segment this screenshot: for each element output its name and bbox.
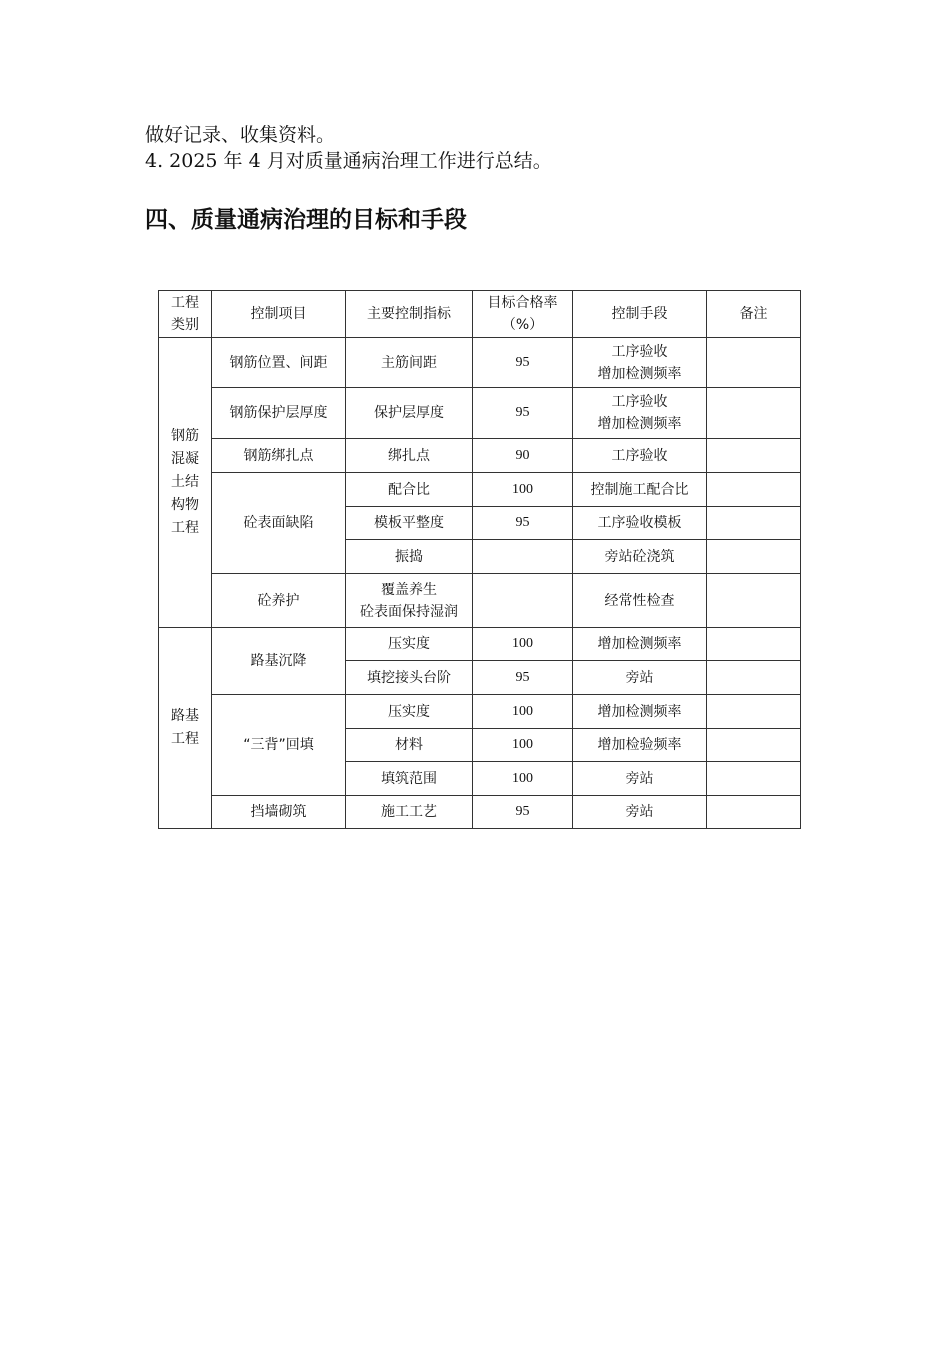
remark-cell <box>707 388 801 439</box>
indicator-cell: 材料 <box>346 729 473 762</box>
rate-cell: 100 <box>473 762 573 796</box>
table-header-row <box>159 291 801 338</box>
header-category-line-1: 工程 <box>171 295 199 311</box>
rate-cell: 100 <box>473 473 573 507</box>
method-cell <box>573 338 707 388</box>
remark-cell <box>707 695 801 729</box>
section-heading: 四、质量通病治理的目标和手段 <box>145 207 467 233</box>
method-line: 工序验收 <box>611 394 668 410</box>
indicator-line: 覆盖养生 <box>381 581 437 598</box>
rate-cell <box>473 540 573 574</box>
method-cell: 经常性检查 <box>573 574 707 628</box>
table-row <box>159 628 801 661</box>
method-cell: 增加检测频率 <box>573 695 707 729</box>
header-indicator: 主要控制指标 <box>346 291 473 338</box>
rate-cell: 95 <box>473 796 573 829</box>
method-cell: 工序验收模板 <box>573 507 707 540</box>
header-rate-line-2: （%） <box>501 317 544 333</box>
category-concrete-structure: 钢筋混凝土结构物工程 <box>159 338 212 628</box>
remark-cell <box>707 661 801 695</box>
table-row <box>159 388 801 439</box>
paragraph-line-1: 做好记录、收集资料。 <box>145 124 336 146</box>
rate-cell: 95 <box>473 338 573 388</box>
rate-cell: 90 <box>473 439 573 473</box>
paragraph-line-2: 4. 2025 年 4 月对质量通病治理工作进行总结。 <box>145 150 552 172</box>
indicator-cell: 压实度 <box>346 628 473 661</box>
remark-cell <box>707 338 801 388</box>
header-method: 控制手段 <box>573 291 707 338</box>
table-row <box>159 473 801 507</box>
indicator-cell: 填筑范围 <box>346 762 473 796</box>
method-cell: 工序验收 <box>573 439 707 473</box>
indicator-cell: 主筋间距 <box>346 338 473 388</box>
header-category <box>159 291 212 338</box>
method-cell: 旁站 <box>573 796 707 829</box>
remark-cell <box>707 540 801 574</box>
item-rebar-tie: 钢筋绑扎点 <box>212 439 346 473</box>
item-rebar-spacing: 钢筋位置、间距 <box>212 338 346 388</box>
indicator-cell: 配合比 <box>346 473 473 507</box>
header-rate-line-1: 目标合格率 <box>487 295 558 311</box>
indicator-cell: 保护层厚度 <box>346 388 473 439</box>
rate-cell <box>473 574 573 628</box>
header-category-line-2: 类别 <box>171 317 199 333</box>
remark-cell <box>707 729 801 762</box>
table-row <box>159 338 801 388</box>
table-row <box>159 439 801 473</box>
rate-cell: 95 <box>473 388 573 439</box>
indicator-cell: 模板平整度 <box>346 507 473 540</box>
remark-cell <box>707 473 801 507</box>
method-cell: 旁站砼浇筑 <box>573 540 707 574</box>
quality-control-table <box>158 290 801 829</box>
item-retaining-wall: 挡墙砌筑 <box>212 796 346 829</box>
item-rebar-cover: 钢筋保护层厚度 <box>212 388 346 439</box>
indicator-cell: 压实度 <box>346 695 473 729</box>
table-row <box>159 695 801 729</box>
remark-cell <box>707 762 801 796</box>
rate-cell: 100 <box>473 695 573 729</box>
method-cell: 增加检测频率 <box>573 628 707 661</box>
rate-cell: 100 <box>473 628 573 661</box>
indicator-cell <box>346 574 473 628</box>
indicator-cell: 振捣 <box>346 540 473 574</box>
category-roadbed: 路基工程 <box>159 628 212 829</box>
remark-cell <box>707 507 801 540</box>
item-backfill: “三背”回填 <box>212 695 346 796</box>
header-item: 控制项目 <box>212 291 346 338</box>
remark-cell <box>707 796 801 829</box>
indicator-cell: 填挖接头台阶 <box>346 661 473 695</box>
rate-cell: 100 <box>473 729 573 762</box>
item-surface-defect: 砼表面缺陷 <box>212 473 346 574</box>
remark-cell <box>707 439 801 473</box>
method-cell: 增加检验频率 <box>573 729 707 762</box>
rate-cell: 95 <box>473 507 573 540</box>
method-cell: 旁站 <box>573 762 707 796</box>
table-row <box>159 574 801 628</box>
indicator-cell: 绑扎点 <box>346 439 473 473</box>
remark-cell <box>707 574 801 628</box>
remark-cell <box>707 628 801 661</box>
method-line: 增加检测频率 <box>597 365 682 382</box>
method-cell: 控制施工配合比 <box>573 473 707 507</box>
method-cell <box>573 388 707 439</box>
indicator-line: 砼表面保持湿润 <box>360 603 458 620</box>
rate-cell: 95 <box>473 661 573 695</box>
indicator-cell: 施工工艺 <box>346 796 473 829</box>
header-remark: 备注 <box>707 291 801 338</box>
method-line: 增加检测频率 <box>597 416 682 432</box>
item-settlement: 路基沉降 <box>212 628 346 695</box>
method-cell: 旁站 <box>573 661 707 695</box>
header-rate <box>473 291 573 338</box>
item-curing: 砼养护 <box>212 574 346 628</box>
method-line: 工序验收 <box>611 343 668 360</box>
table-row <box>159 796 801 829</box>
